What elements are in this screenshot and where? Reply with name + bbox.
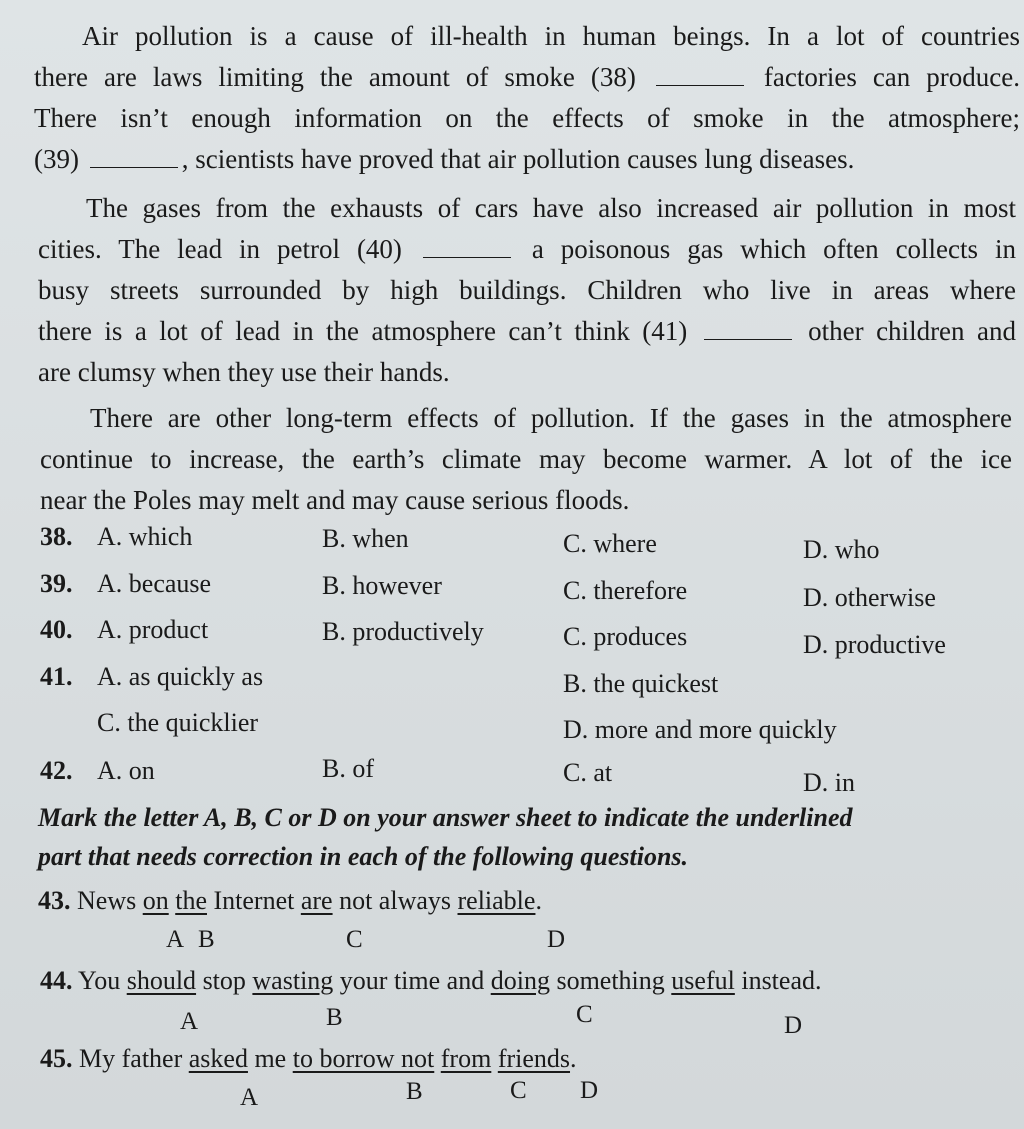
section-instruction-line-2: part that needs correction in each of the following questions. xyxy=(38,842,689,871)
question-39-options xyxy=(40,569,73,599)
option-42-b[interactable]: B. of xyxy=(322,754,374,783)
option-letter-d: D xyxy=(580,1077,599,1104)
option-letter-d: D xyxy=(784,1012,803,1039)
option-40-c[interactable]: C. produces xyxy=(563,622,688,651)
passage-line xyxy=(38,188,1016,229)
passage-text: cities. The lead in petrol (40) xyxy=(38,234,419,264)
passage-line xyxy=(40,398,1012,439)
option-41-b[interactable]: B. the quickest xyxy=(563,669,719,698)
passage-text: Air pollution is a cause of ill-health in human beings. In a lot of countries xyxy=(82,21,1020,51)
question-number: 41. xyxy=(40,662,73,691)
passage-text: near the Poles may melt and may cause serious floods. xyxy=(40,485,630,515)
option-41-a[interactable]: A. as quickly as xyxy=(97,662,264,691)
underlined-option-b[interactable]: wasting xyxy=(252,966,334,995)
option-40-a[interactable]: A. product xyxy=(97,615,209,644)
blank-40[interactable] xyxy=(423,235,511,258)
option-letter-c: C xyxy=(346,926,363,953)
underlined-option-b[interactable]: the xyxy=(175,886,207,915)
underlined-option-a[interactable]: should xyxy=(126,966,197,995)
passage-text: there are laws limiting the amount of smoke (38) xyxy=(34,62,652,92)
passage-text: are clumsy when they use their hands. xyxy=(38,357,450,387)
option-38-d[interactable]: D. who xyxy=(803,535,880,564)
underlined-option-d[interactable]: reliable xyxy=(457,886,536,915)
blank-38[interactable] xyxy=(656,63,744,86)
option-39-c[interactable]: C. therefore xyxy=(563,576,688,605)
question-43: 43. News on the Internet are not always reliable. xyxy=(38,886,542,915)
passage-line xyxy=(38,352,1016,393)
option-38-c[interactable]: C. where xyxy=(563,529,657,558)
option-letter-a: A xyxy=(180,1008,199,1035)
question-number: 40. xyxy=(40,615,73,644)
underlined-option-d[interactable]: friends xyxy=(497,1044,571,1073)
passage-line xyxy=(40,439,1012,480)
question-40-options xyxy=(40,615,73,645)
option-41-c[interactable]: C. the quicklier xyxy=(97,708,259,737)
passage-paragraph-1 xyxy=(34,16,1020,180)
passage-text: There isn’t enough information on the effects of smoke in the atmosphere; xyxy=(34,103,1020,133)
option-42-d[interactable]: D. in xyxy=(803,768,855,797)
question-45: 45. My father asked me to borrow not from friends. xyxy=(40,1044,577,1073)
passage-text: busy streets surrounded by high buildings. Children who live in areas where xyxy=(38,275,1016,305)
underlined-option-c[interactable]: from xyxy=(440,1044,492,1073)
passage-line xyxy=(34,139,1020,180)
underlined-option-c[interactable]: doing xyxy=(490,966,550,995)
question-number: 43. xyxy=(38,886,71,915)
option-letter-a: A xyxy=(240,1084,259,1111)
option-42-a[interactable]: A. on xyxy=(97,756,155,785)
option-letter-c: C xyxy=(510,1077,527,1104)
option-42-c[interactable]: C. at xyxy=(563,758,613,787)
option-41-d[interactable]: D. more and more quickly xyxy=(563,715,837,744)
option-letter-b: B xyxy=(406,1078,423,1105)
underlined-option-c[interactable]: are xyxy=(300,886,333,915)
option-letter-d: D xyxy=(547,926,566,953)
blank-41[interactable] xyxy=(704,317,792,340)
question-42-options xyxy=(40,756,73,786)
passage-text: There are other long-term effects of pollution. If the gases in the atmosphere xyxy=(90,403,1012,433)
passage-text: a poisonous gas which often collects in xyxy=(514,234,1016,264)
option-38-a[interactable]: A. which xyxy=(97,522,193,551)
question-number: 45. xyxy=(40,1044,73,1073)
passage-line xyxy=(34,98,1020,139)
option-39-a[interactable]: A. because xyxy=(97,569,212,598)
option-letter-b: B xyxy=(326,1004,343,1031)
underlined-option-a[interactable]: asked xyxy=(188,1044,248,1073)
passage-text: The gases from the exhausts of cars have also increased air pollution in most xyxy=(86,193,1016,223)
option-39-d[interactable]: D. otherwise xyxy=(803,583,936,612)
blank-39[interactable] xyxy=(90,145,178,168)
option-40-d[interactable]: D. productive xyxy=(803,630,946,659)
passage-text: continue to increase, the earth’s climate may become warmer. A lot of the ice xyxy=(40,444,1012,474)
passage-paragraph-3 xyxy=(40,398,1012,521)
question-44: 44. You should stop wasting your time and doing something useful instead. xyxy=(40,966,822,995)
section-instruction-line-1: Mark the letter A, B, C or D on your answer sheet to indicate the underlined xyxy=(38,803,853,832)
passage-text: (39) xyxy=(34,144,86,174)
question-number: 39. xyxy=(40,569,73,598)
option-39-b[interactable]: B. however xyxy=(322,571,442,600)
question-number: 42. xyxy=(40,756,73,785)
passage-line xyxy=(40,480,1012,521)
passage-line xyxy=(34,57,1020,98)
passage-line xyxy=(38,311,1016,352)
passage-text: there is a lot of lead in the atmosphere can’t think (41) xyxy=(38,316,700,346)
option-letter-a: A xyxy=(166,926,185,953)
passage-line xyxy=(38,270,1016,311)
option-40-b[interactable]: B. productively xyxy=(322,617,484,646)
option-38-b[interactable]: B. when xyxy=(322,524,409,553)
option-letter-c: C xyxy=(576,1001,593,1028)
question-41-options xyxy=(40,662,73,692)
question-number: 44. xyxy=(40,966,73,995)
passage-paragraph-2 xyxy=(38,188,1016,393)
underlined-option-d[interactable]: useful xyxy=(671,966,735,995)
underlined-option-a[interactable]: on xyxy=(142,886,169,915)
passage-text: , scientists have proved that air pollution causes lung diseases. xyxy=(181,144,855,174)
passage-text: factories can produce. xyxy=(747,62,1021,92)
underlined-option-b[interactable]: to borrow not xyxy=(292,1044,435,1073)
passage-line xyxy=(38,229,1016,270)
passage-line xyxy=(34,16,1020,57)
question-38-options xyxy=(40,522,73,552)
option-letter-b: B xyxy=(198,926,215,953)
question-number: 38. xyxy=(40,522,73,551)
passage-text: other children and xyxy=(795,316,1016,346)
